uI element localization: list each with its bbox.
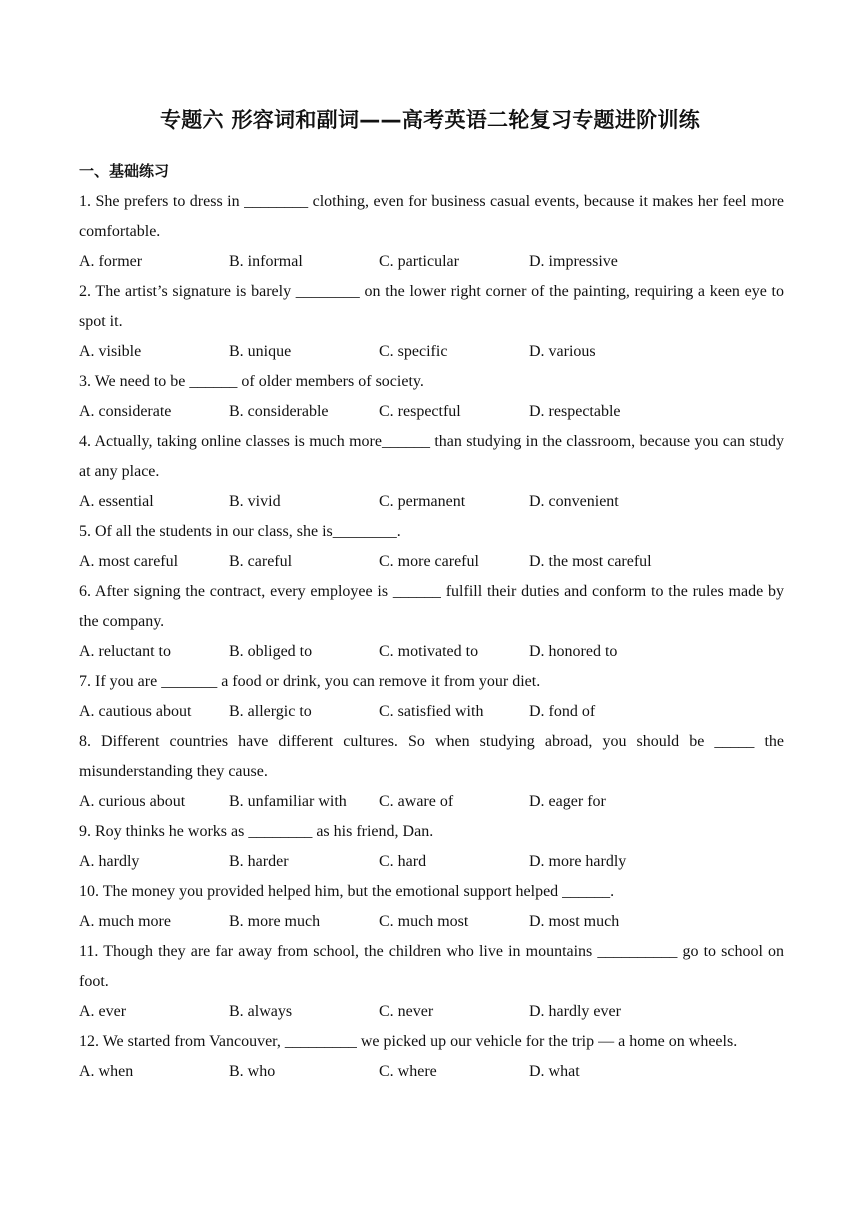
question-9 xyxy=(79,817,784,877)
option-row xyxy=(79,397,784,427)
question-stem: 3. We need to be ______ of older members of society. xyxy=(79,373,424,390)
option-b: B. allergic to xyxy=(229,703,312,720)
option-a: A. essential xyxy=(79,493,154,510)
question-list xyxy=(79,187,784,1087)
option-b: B. careful xyxy=(229,553,293,570)
option-b: B. obliged to xyxy=(229,643,313,660)
question-11 xyxy=(79,937,784,1027)
question-6 xyxy=(79,577,784,667)
option-row xyxy=(79,697,784,727)
option-a: A. curious about xyxy=(79,793,186,810)
option-d: D. fond of xyxy=(529,703,596,720)
option-row xyxy=(79,547,784,577)
question-stem: 12. We started from Vancouver, _________ we picked up our vehicle for the trip — a home on wheels. xyxy=(79,1033,738,1050)
page-title: 专题六 形容词和副词——高考英语二轮复习专题进阶训练 xyxy=(159,108,701,132)
option-d: D. what xyxy=(529,1063,580,1080)
option-row xyxy=(79,1057,784,1087)
option-a: A. considerate xyxy=(79,403,172,420)
option-b: B. informal xyxy=(229,253,303,270)
option-c: C. satisfied with xyxy=(379,703,484,720)
question-3 xyxy=(79,367,784,427)
option-d: D. most much xyxy=(529,913,620,930)
option-c: C. particular xyxy=(379,253,459,270)
option-b: B. always xyxy=(229,1003,293,1020)
question-stem: 10. The money you provided helped him, but the emotional support helped ______. xyxy=(79,883,615,900)
question-1 xyxy=(79,187,784,277)
option-d: D. the most careful xyxy=(529,553,652,570)
option-a: A. former xyxy=(79,253,143,270)
question-stem: 2. The artist’s signature is barely ________ on the lower right corner of the painting, requiring a keen eye to spot it. xyxy=(79,283,784,330)
option-d: D. various xyxy=(529,343,596,360)
option-c: C. more careful xyxy=(379,553,479,570)
section-heading: 一、基础练习 xyxy=(79,162,170,180)
option-c: C. motivated to xyxy=(379,643,479,660)
option-b: B. harder xyxy=(229,853,289,870)
option-b: B. who xyxy=(229,1063,276,1080)
option-c: C. never xyxy=(379,1003,434,1020)
option-b: B. unfamiliar with xyxy=(229,793,347,810)
question-8 xyxy=(79,727,784,817)
question-stem: 5. Of all the students in our class, she is________. xyxy=(79,523,401,540)
option-d: D. impressive xyxy=(529,253,618,270)
option-d: D. hardly ever xyxy=(529,1003,621,1020)
option-row xyxy=(79,997,784,1027)
question-5 xyxy=(79,517,784,577)
question-7 xyxy=(79,667,784,727)
option-row xyxy=(79,787,784,817)
question-4 xyxy=(79,427,784,517)
option-c: C. respectful xyxy=(379,403,461,420)
question-12 xyxy=(79,1027,784,1087)
option-row xyxy=(79,847,784,877)
option-row xyxy=(79,337,784,367)
option-a: A. when xyxy=(79,1063,134,1080)
option-c: C. hard xyxy=(379,853,427,870)
option-d: D. respectable xyxy=(529,403,621,420)
option-d: D. convenient xyxy=(529,493,619,510)
option-d: D. more hardly xyxy=(529,853,627,870)
question-stem: 7. If you are _______ a food or drink, you can remove it from your diet. xyxy=(79,673,541,690)
option-a: A. reluctant to xyxy=(79,643,171,660)
option-row xyxy=(79,907,784,937)
option-row xyxy=(79,487,784,517)
option-c: C. aware of xyxy=(379,793,454,810)
question-stem: 11. Though they are far away from school, the children who live in mountains __________ go to school on foot. xyxy=(79,943,784,990)
option-c: C. much most xyxy=(379,913,469,930)
option-b: B. more much xyxy=(229,913,321,930)
question-stem: 9. Roy thinks he works as ________ as his friend, Dan. xyxy=(79,823,434,840)
question-stem: 1. She prefers to dress in ________ clothing, even for business casual events, because it makes her feel more comfortable. xyxy=(79,193,784,240)
option-a: A. visible xyxy=(79,343,142,360)
option-d: D. eager for xyxy=(529,793,606,810)
option-row xyxy=(79,637,784,667)
option-b: B. considerable xyxy=(229,403,329,420)
option-a: A. cautious about xyxy=(79,703,192,720)
option-a: A. ever xyxy=(79,1003,127,1020)
option-row xyxy=(79,247,784,277)
question-stem: 8. Different countries have different cultures. So when studying abroad, you should be _____ the misunderstanding they cause. xyxy=(79,733,784,780)
question-stem: 6. After signing the contract, every employee is ______ fulfill their duties and conform to the rules made by the company. xyxy=(79,583,784,630)
option-a: A. most careful xyxy=(79,553,179,570)
option-c: C. where xyxy=(379,1063,437,1080)
option-a: A. much more xyxy=(79,913,171,930)
question-10 xyxy=(79,877,784,937)
question-2 xyxy=(79,277,784,367)
option-c: C. permanent xyxy=(379,493,466,510)
option-b: B. vivid xyxy=(229,493,281,510)
question-stem: 4. Actually, taking online classes is much more______ than studying in the classroom, because you can study at any place. xyxy=(79,433,784,480)
option-b: B. unique xyxy=(229,343,292,360)
option-c: C. specific xyxy=(379,343,448,360)
option-d: D. honored to xyxy=(529,643,618,660)
option-a: A. hardly xyxy=(79,853,140,870)
